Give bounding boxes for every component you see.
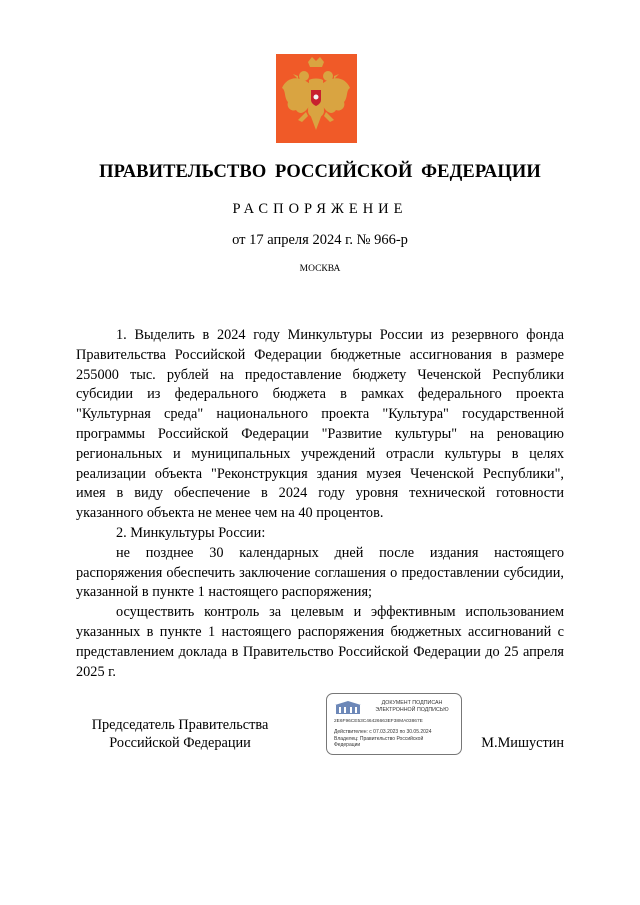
stamp-validity: Действителен: с 07.03.2023 по 30.05.2024	[334, 729, 432, 735]
paragraph-3: не позднее 30 календарных дней после издания настоящего распоряжения обеспечить заключение соглашения о предоставлении субсидии, указанной в пункте 1 настоящего распоряжения;	[76, 544, 564, 601]
double-headed-eagle-icon	[276, 54, 357, 143]
stamp-owner-line-1: Владелец: Правительство Российской	[334, 735, 424, 742]
electronic-signature-stamp	[326, 693, 462, 755]
document-date-number: от 17 апреля 2024 г. № 966-р	[232, 232, 408, 248]
signatory-position	[80, 716, 280, 752]
stamp-heading	[367, 700, 457, 714]
paragraph-2: 2. Минкультуры России:	[116, 524, 266, 541]
signatory-name: М.Мишустин	[481, 735, 564, 751]
paragraph-1: 1. Выделить в 2024 году Минкультуры России из резервного фонда Правительства Российской Федерации бюджетные ассигнования в размере 255000 тыс. рублей на предоставление бюджету Чеченской Республики субсидии из федерального бюджета в рамках федерального проекта "Культурная среда" национального проекта "Культура" государственной программы Российской Федерации "Развитие культуры" на реновацию региональных и муниципальных учреждений отрасли культуры в целях реализации объекта "Реконструкция здания музея Чеченской Республики", имея в виду обеспечение в 2024 году уровня технической готовности указанного объекта не менее чем на 40 процентов.	[76, 327, 564, 522]
building-icon	[334, 700, 362, 716]
stamp-heading-line-2: ЭЛЕКТРОННОЙ ПОДПИСЬЮ	[375, 707, 449, 713]
signatory-position-line-2: Российской Федерации	[109, 735, 251, 751]
signatory-position-line-1: Председатель Правительства	[91, 717, 269, 733]
stamp-heading-line-1: ДОКУМЕНТ ПОДПИСАН	[381, 700, 443, 706]
paragraph-4: осуществить контроль за целевым и эффективным использованием указанных в пункте 1 настоящего распоряжения бюджетных ассигнований с представлением доклада в Правительство Российской Федерации до 25 апреля 2025 г.	[76, 604, 564, 680]
stamp-certificate: 2E6F96CE53C46426663EF38MA03867E	[334, 719, 423, 724]
government-title: ПРАВИТЕЛЬСТВО РОССИЙСКОЙ ФЕДЕРАЦИИ	[99, 162, 541, 182]
document-city: МОСКВА	[299, 264, 341, 274]
order-body	[76, 326, 564, 682]
coat-of-arms-emblem	[276, 54, 357, 143]
stamp-owner-line-2: Федерации	[334, 742, 361, 748]
document-type: РАСПОРЯЖЕНИЕ	[232, 201, 408, 217]
stamp-details	[334, 729, 458, 749]
